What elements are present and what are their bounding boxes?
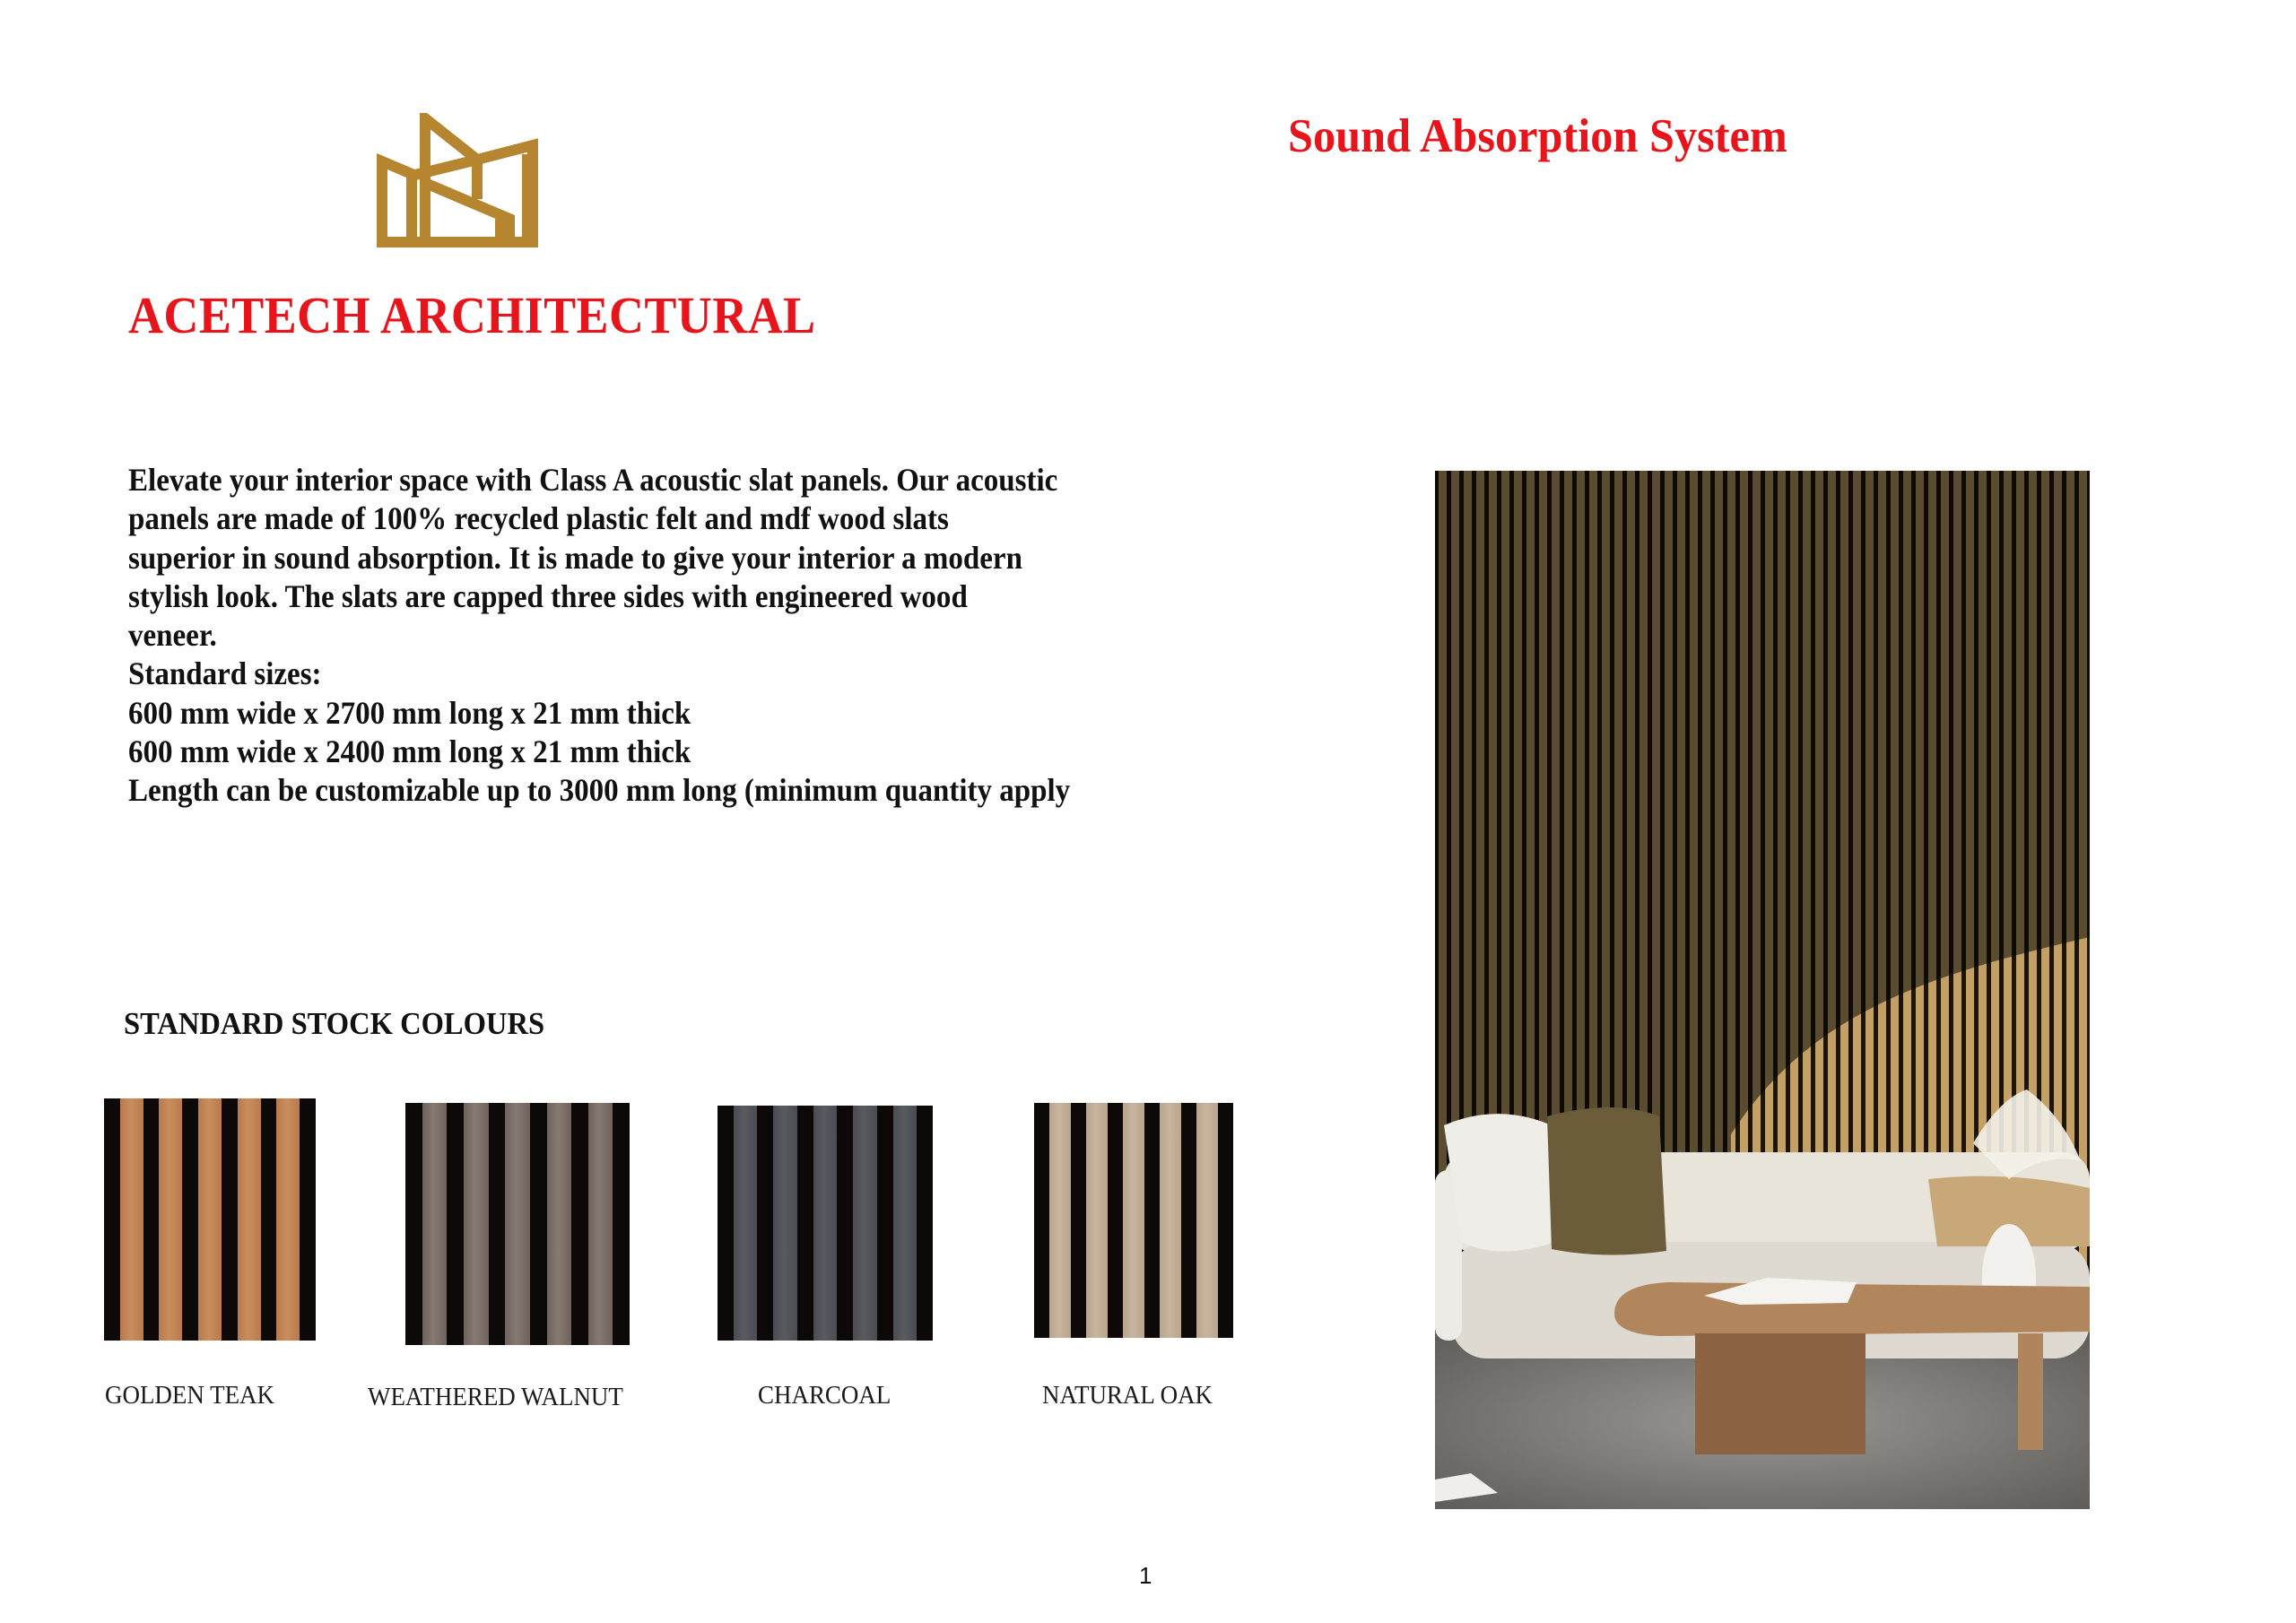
swatch-slat [1160, 1103, 1181, 1338]
page-number: 1 [1139, 1562, 1152, 1589]
swatch-label-golden-teak: GOLDEN TEAK [105, 1381, 275, 1410]
swatch-slat [505, 1103, 530, 1345]
swatch-label-natural-oak: NATURAL OAK [1042, 1381, 1213, 1410]
description-line: superior in sound absorption. It is made to give your interior a modern [128, 539, 1022, 576]
swatch-slat [1086, 1103, 1108, 1338]
description-line: veneer. [128, 617, 217, 654]
product-description [128, 461, 1178, 811]
swatch-label-charcoal: CHARCOAL [758, 1381, 891, 1410]
swatch-slat [198, 1098, 222, 1341]
swatch-slat [588, 1103, 613, 1345]
building-logo-icon [377, 113, 538, 247]
sizes-heading: Standard sizes: [128, 655, 322, 692]
description-line: Elevate your interior space with Class A acoustic slat panels. Our acoustic [128, 462, 1058, 498]
swatch-slat [813, 1106, 837, 1341]
interior-photo-illustration [1435, 471, 2090, 1509]
swatch-slat [1123, 1103, 1144, 1338]
swatch-slat [276, 1098, 300, 1341]
size-line: Length can be customizable up to 3000 mm long (minimum quantity apply [128, 772, 1071, 809]
interior-photo [1435, 471, 2090, 1509]
swatch-natural-oak [1034, 1103, 1233, 1338]
swatch-slat [464, 1103, 489, 1345]
brand-name: ACETECH ARCHITECTURAL [128, 286, 816, 344]
swatch-label-weathered-walnut: WEATHERED WALNUT [368, 1383, 623, 1411]
page-title: Sound Absorption System [1288, 110, 1787, 162]
swatch-slat [734, 1106, 757, 1341]
size-line: 600 mm wide x 2400 mm long x 21 mm thick [128, 733, 691, 770]
size-line: 600 mm wide x 2700 mm long x 21 mm thick [128, 694, 691, 731]
swatch-slat [422, 1103, 448, 1345]
description-line: stylish look. The slats are capped three sides with engineered wood [128, 577, 968, 614]
swatch-golden-teak [104, 1098, 316, 1341]
swatch-slat [1196, 1103, 1218, 1338]
swatch-slat [159, 1098, 182, 1341]
stock-colours-heading: STANDARD STOCK COLOURS [124, 1006, 545, 1041]
swatch-slat [238, 1098, 261, 1341]
swatch-slat [1049, 1103, 1071, 1338]
description-line: panels are made of 100% recycled plastic felt and mdf wood slats [128, 500, 949, 537]
swatch-slat [120, 1098, 144, 1341]
swatch-slat [893, 1106, 917, 1341]
swatch-charcoal [718, 1106, 933, 1341]
swatch-weathered-walnut [405, 1103, 630, 1345]
swatch-slat [773, 1106, 796, 1341]
swatch-slat [547, 1103, 572, 1345]
swatch-slat [853, 1106, 876, 1341]
